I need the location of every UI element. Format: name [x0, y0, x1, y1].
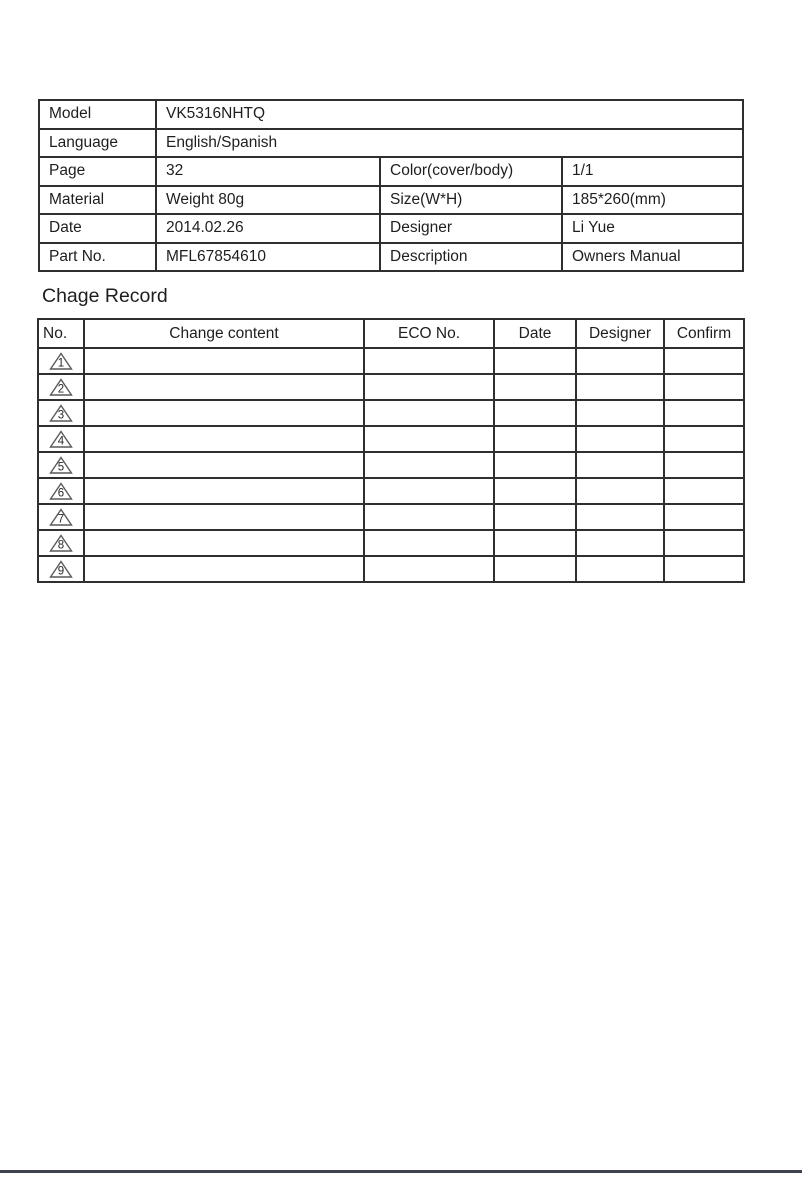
- spec-label-size: Size(W*H): [380, 186, 562, 215]
- spec-label-color: Color(cover/body): [380, 157, 562, 186]
- spec-label-language: Language: [39, 129, 156, 158]
- col-header-eco-no: ECO No.: [364, 319, 494, 348]
- revision-triangle-icon: [49, 456, 73, 475]
- svg-text:9: 9: [57, 565, 65, 578]
- revision-number-cell: [38, 452, 84, 478]
- revision-triangle-icon: [49, 352, 73, 371]
- svg-text:8: 8: [57, 539, 65, 552]
- svg-text:5: 5: [57, 461, 65, 474]
- designer-cell: [576, 374, 664, 400]
- eco-no-cell: [364, 348, 494, 374]
- revision-number-cell: [38, 556, 84, 582]
- revision-number-cell: [38, 400, 84, 426]
- confirm-cell: [664, 556, 744, 582]
- spec-row: [39, 243, 743, 272]
- spec-row: [39, 100, 743, 129]
- col-header-date: Date: [494, 319, 576, 348]
- change-content-cell: [84, 348, 364, 374]
- svg-text:6: 6: [57, 487, 65, 500]
- spec-label-description: Description: [380, 243, 562, 272]
- spec-value-date: 2014.02.26: [156, 214, 380, 243]
- spec-value-partno: MFL67854610: [156, 243, 380, 272]
- confirm-cell: [664, 400, 744, 426]
- spec-label-material: Material: [39, 186, 156, 215]
- change-record-row: [38, 426, 744, 452]
- change-content-cell: [84, 452, 364, 478]
- change-content-cell: [84, 478, 364, 504]
- date-cell: [494, 452, 576, 478]
- svg-text:2: 2: [57, 383, 65, 396]
- section-title: Chage Record: [42, 285, 168, 307]
- spec-label-date: Date: [39, 214, 156, 243]
- change-record-row: [38, 348, 744, 374]
- change-record-row: [38, 478, 744, 504]
- spec-value-material: Weight 80g: [156, 186, 380, 215]
- svg-text:3: 3: [57, 409, 65, 422]
- eco-no-cell: [364, 452, 494, 478]
- spec-value-color: 1/1: [562, 157, 743, 186]
- confirm-cell: [664, 348, 744, 374]
- spec-value-size: 185*260(mm): [562, 186, 743, 215]
- footer-rule: [0, 1170, 802, 1173]
- designer-cell: [576, 556, 664, 582]
- change-record-row: [38, 530, 744, 556]
- svg-text:4: 4: [57, 435, 65, 448]
- spec-label-designer: Designer: [380, 214, 562, 243]
- eco-no-cell: [364, 374, 494, 400]
- col-header-change-content: Change content: [84, 319, 364, 348]
- spec-row: [39, 157, 743, 186]
- confirm-cell: [664, 478, 744, 504]
- date-cell: [494, 530, 576, 556]
- revision-number-cell: [38, 530, 84, 556]
- date-cell: [494, 348, 576, 374]
- revision-number-cell: [38, 504, 84, 530]
- spec-value-designer: Li Yue: [562, 214, 743, 243]
- designer-cell: [576, 452, 664, 478]
- revision-triangle-icon: [49, 404, 73, 423]
- revision-triangle-icon: [49, 378, 73, 397]
- revision-triangle-icon: [49, 534, 73, 553]
- col-header-no: No.: [38, 319, 84, 348]
- col-header-designer: Designer: [576, 319, 664, 348]
- revision-number-cell: [38, 374, 84, 400]
- confirm-cell: [664, 504, 744, 530]
- eco-no-cell: [364, 530, 494, 556]
- eco-no-cell: [364, 400, 494, 426]
- revision-number-cell: [38, 426, 84, 452]
- change-content-cell: [84, 556, 364, 582]
- col-header-confirm: Confirm: [664, 319, 744, 348]
- date-cell: [494, 556, 576, 582]
- eco-no-cell: [364, 504, 494, 530]
- change-record-table: [37, 318, 745, 583]
- revision-triangle-icon: [49, 560, 73, 579]
- revision-number-cell: [38, 348, 84, 374]
- date-cell: [494, 504, 576, 530]
- designer-cell: [576, 426, 664, 452]
- designer-cell: [576, 348, 664, 374]
- date-cell: [494, 374, 576, 400]
- revision-number-cell: [38, 478, 84, 504]
- svg-text:1: 1: [57, 357, 65, 370]
- revision-triangle-icon: [49, 482, 73, 501]
- spec-value-model: VK5316NHTQ: [156, 100, 743, 129]
- change-content-cell: [84, 374, 364, 400]
- change-content-cell: [84, 400, 364, 426]
- confirm-cell: [664, 426, 744, 452]
- change-record-row: [38, 374, 744, 400]
- spec-row: [39, 186, 743, 215]
- confirm-cell: [664, 452, 744, 478]
- spec-value-language: English/Spanish: [156, 129, 743, 158]
- date-cell: [494, 400, 576, 426]
- change-content-cell: [84, 426, 364, 452]
- eco-no-cell: [364, 556, 494, 582]
- designer-cell: [576, 478, 664, 504]
- change-record-row: [38, 400, 744, 426]
- change-record-row: [38, 452, 744, 478]
- change-record-header-row: [38, 319, 744, 348]
- spec-value-page: 32: [156, 157, 380, 186]
- spec-label-partno: Part No.: [39, 243, 156, 272]
- date-cell: [494, 426, 576, 452]
- change-record-row: [38, 556, 744, 582]
- spec-table: [38, 99, 744, 272]
- revision-triangle-icon: [49, 508, 73, 527]
- change-record-row: [38, 504, 744, 530]
- date-cell: [494, 478, 576, 504]
- eco-no-cell: [364, 426, 494, 452]
- spec-label-model: Model: [39, 100, 156, 129]
- spec-value-description: Owners Manual: [562, 243, 743, 272]
- designer-cell: [576, 400, 664, 426]
- confirm-cell: [664, 374, 744, 400]
- change-content-cell: [84, 530, 364, 556]
- designer-cell: [576, 504, 664, 530]
- svg-text:7: 7: [57, 513, 65, 526]
- eco-no-cell: [364, 478, 494, 504]
- change-content-cell: [84, 504, 364, 530]
- spec-row: [39, 129, 743, 158]
- designer-cell: [576, 530, 664, 556]
- revision-triangle-icon: [49, 430, 73, 449]
- confirm-cell: [664, 530, 744, 556]
- spec-row: [39, 214, 743, 243]
- spec-label-page: Page: [39, 157, 156, 186]
